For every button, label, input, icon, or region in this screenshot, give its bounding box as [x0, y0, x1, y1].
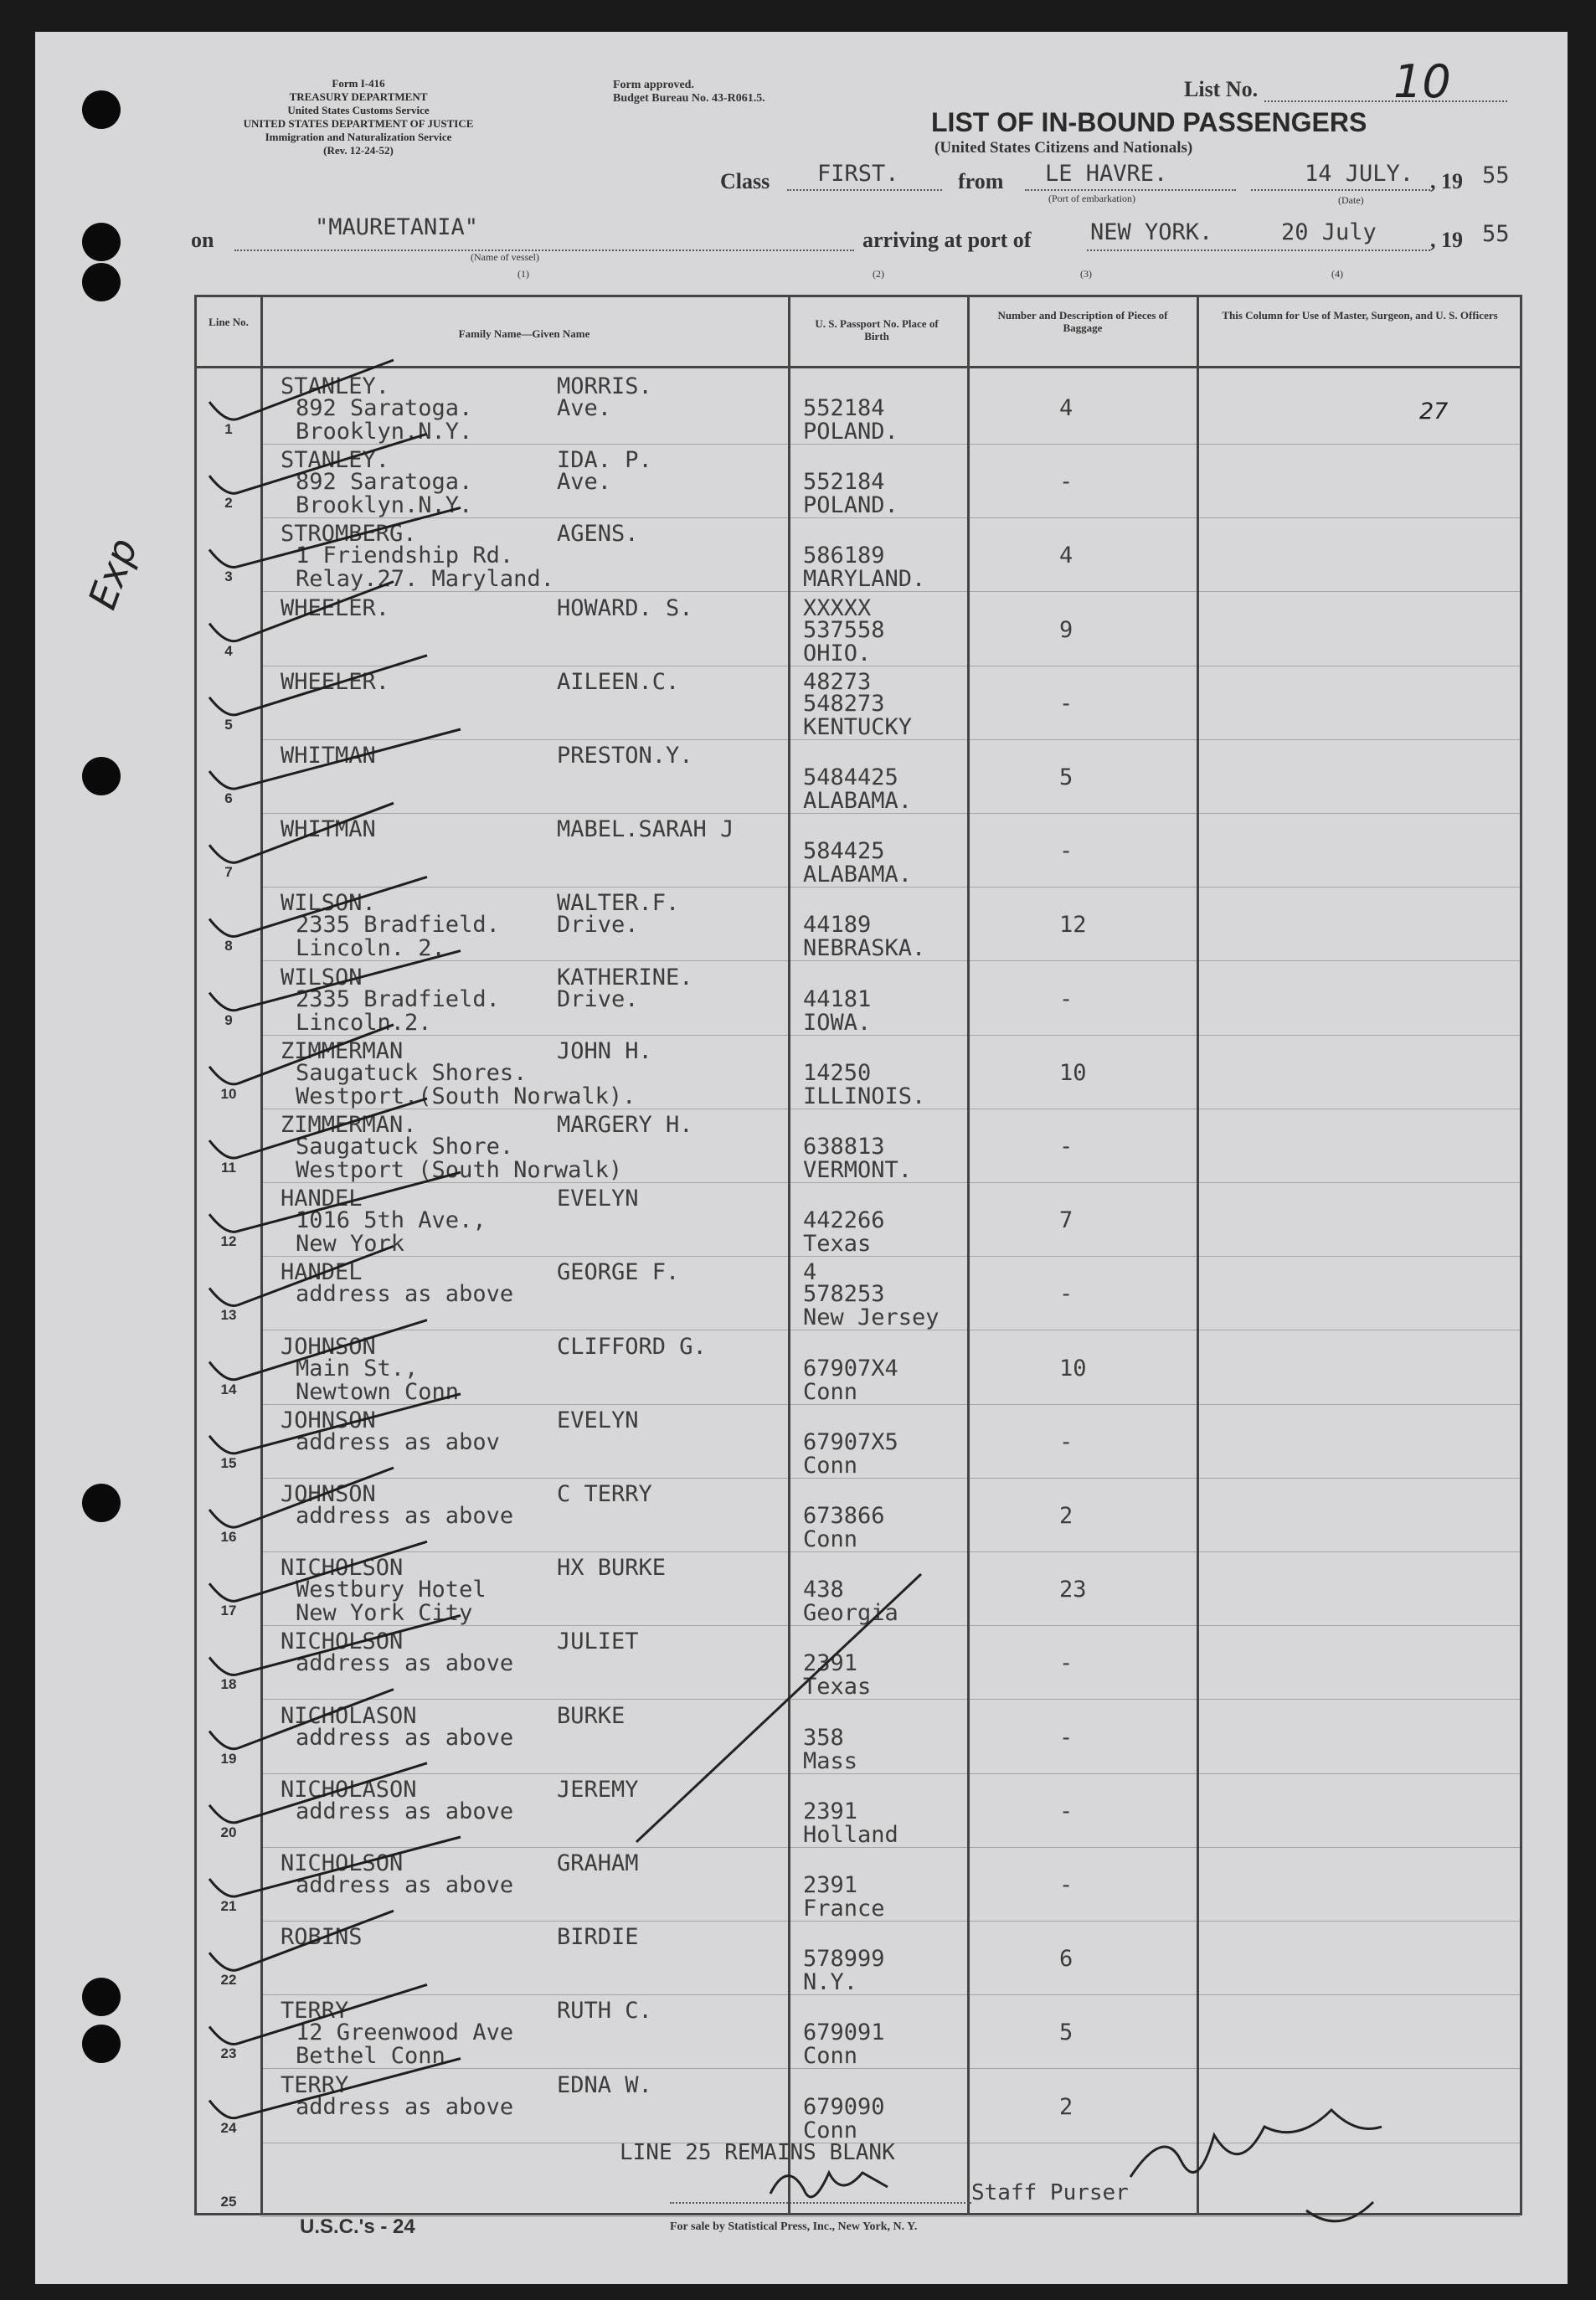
- passport-number: 578999: [803, 1946, 885, 1973]
- address-line-2: Brooklyn.N.Y.: [296, 419, 473, 445]
- baggage-count: -: [1059, 1281, 1073, 1308]
- baggage-count: 23: [1059, 1577, 1087, 1603]
- justice-dept: UNITED STATES DEPARTMENT OF JUSTICE: [243, 117, 474, 130]
- place-of-birth: MARYLAND.: [803, 566, 926, 593]
- address-line-1: address as above: [296, 1724, 514, 1751]
- binder-hole: [82, 2025, 121, 2063]
- baggage-count: 4: [1059, 543, 1073, 569]
- passport-number: 679090: [803, 2093, 885, 2120]
- address-line-1: address as above: [296, 1650, 514, 1677]
- given-name: MABEL.SARAH J: [557, 816, 734, 843]
- family-name: TERRY: [281, 2071, 349, 2098]
- line-number: 6: [224, 790, 233, 806]
- family-name: TERRY: [281, 1998, 349, 2025]
- table-row: [197, 371, 1520, 445]
- address-line-1: address as above: [296, 1872, 514, 1898]
- passport-number: 44181: [803, 985, 872, 1012]
- address-line-1: address as above: [296, 1503, 514, 1529]
- given-name: PRESTON.Y.: [557, 743, 693, 769]
- place-of-birth: OHIO.: [803, 640, 872, 666]
- binder-hole: [82, 90, 121, 129]
- customs-service: United States Customs Service: [287, 104, 430, 116]
- place-of-birth: Mass: [803, 1747, 858, 1774]
- table-row: [197, 740, 1520, 814]
- line-number: 15: [220, 1454, 237, 1471]
- line-number: 4: [224, 642, 233, 659]
- baggage-count: 4: [1059, 395, 1073, 421]
- address-line-2: New York: [296, 1231, 405, 1258]
- address-line-2: Relay.27. Maryland.: [296, 566, 554, 593]
- header-baggage: Number and Description of Pieces of Baggage: [997, 309, 1168, 334]
- place-of-birth: ILLINOIS.: [803, 1083, 926, 1109]
- passport-number: 442266: [803, 1207, 885, 1234]
- place-of-birth: Conn: [803, 1452, 858, 1479]
- table-row: [197, 1479, 1520, 1552]
- given-name: HOWARD. S.: [557, 594, 693, 621]
- passport-number: 552184: [803, 395, 885, 421]
- given-name: JULIET: [557, 1629, 639, 1655]
- passport-number: 2391: [803, 1798, 858, 1824]
- table-row: [197, 1774, 1520, 1848]
- address-line-1: 2335 Bradfield.: [296, 912, 500, 939]
- table-row: [197, 1848, 1520, 1922]
- family-name: NICHOLSON: [281, 1850, 404, 1876]
- place-of-birth: France: [803, 1896, 885, 1922]
- address-line-2: New York City: [296, 1600, 473, 1627]
- form-approval: [613, 79, 765, 105]
- baggage-count: -: [1059, 1872, 1073, 1898]
- departure-year: 55: [1482, 162, 1510, 188]
- binder-hole: [82, 1978, 121, 2016]
- baggage-count: -: [1059, 469, 1073, 496]
- baggage-count: 7: [1059, 1207, 1073, 1234]
- place-of-birth: ALABAMA.: [803, 788, 913, 814]
- port-embarkation-caption: (Port of embarkation): [1048, 193, 1135, 204]
- class-value: FIRST.: [817, 161, 899, 187]
- baggage-count: 2: [1059, 2093, 1073, 2120]
- family-name: WILSON.: [281, 890, 376, 917]
- officer-note: 27: [1419, 399, 1449, 424]
- address-line-1: Saugatuck Shore.: [296, 1134, 514, 1160]
- line-number: 8: [224, 938, 233, 954]
- passport-number: 578253: [803, 1281, 885, 1308]
- place-of-birth: Holland: [803, 1821, 898, 1848]
- address-line-1: address as above: [296, 1798, 514, 1824]
- line-number: 2: [224, 495, 233, 512]
- baggage-count: 10: [1059, 1059, 1087, 1086]
- passport-number: 358: [803, 1724, 844, 1751]
- address-line-1: address as above: [296, 1281, 514, 1308]
- baggage-count: -: [1059, 838, 1073, 865]
- table-row: [197, 1183, 1520, 1257]
- uscs-count: U.S.C.'s - 24: [300, 2215, 415, 2238]
- address-line-2: Lincoln. 2.: [296, 935, 445, 962]
- given-name: BURKE: [557, 1702, 626, 1729]
- port-of-embarkation: LE HAVRE.: [1045, 161, 1168, 187]
- family-name: STANLEY.: [281, 447, 390, 474]
- family-name: JOHNSON: [281, 1407, 376, 1433]
- baggage-count: -: [1059, 1798, 1073, 1824]
- passport-number: 638813: [803, 1134, 885, 1160]
- passport-correction: XXXXX: [803, 594, 872, 621]
- family-name: ZIMMERMAN: [281, 1037, 404, 1064]
- line-number: 21: [220, 1898, 237, 1914]
- passport-number: 67907X5: [803, 1428, 898, 1455]
- given-name: CLIFFORD G.: [557, 1333, 707, 1360]
- line-number: 23: [220, 2045, 237, 2062]
- baggage-count: -: [1059, 1134, 1073, 1160]
- address-line-1: 892 Saratoga.: [296, 469, 473, 496]
- place-of-birth: Conn: [803, 1378, 858, 1405]
- given-name: HX BURKE: [557, 1555, 667, 1582]
- place-of-birth: Conn: [803, 2043, 858, 2070]
- baggage-count: -: [1059, 985, 1073, 1012]
- given-name: MARGERY H.: [557, 1112, 693, 1138]
- family-name: ROBINS: [281, 1924, 363, 1951]
- address-line-2: Bethel Conn: [296, 2043, 445, 2070]
- family-name: WILSON: [281, 964, 363, 990]
- table-row: [197, 1257, 1520, 1330]
- given-name: MORRIS.: [557, 373, 652, 399]
- table-row: [197, 1552, 1520, 1626]
- printer-credit: For sale by Statistical Press, Inc., New York, N. Y.: [670, 2220, 918, 2233]
- table-row: [197, 1922, 1520, 1995]
- passport-number: 44189: [803, 912, 872, 939]
- immigration-service: Immigration and Naturalization Service: [265, 131, 452, 143]
- address-line-1b: Ave.: [557, 395, 612, 421]
- arrival-date: 20 July: [1281, 219, 1377, 245]
- header-passport: U. S. Passport No. Place of Birth: [815, 317, 939, 342]
- year-prefix-2: , 19: [1430, 228, 1463, 252]
- passport-number: 2391: [803, 1650, 858, 1677]
- from-label: from: [958, 169, 1004, 193]
- vessel-caption: (Name of vessel): [471, 251, 539, 263]
- address-line-1: 1 Friendship Rd.: [296, 543, 514, 569]
- departure-date: 14 JULY.: [1305, 161, 1414, 187]
- column-number-3: (3): [1080, 268, 1092, 280]
- baggage-count: 9: [1059, 616, 1073, 643]
- table-row: [197, 2070, 1520, 2143]
- table-row: [197, 666, 1520, 740]
- place-of-birth: POLAND.: [803, 492, 898, 519]
- address-line-2: Newtown Conn: [296, 1378, 460, 1405]
- passport-number: 552184: [803, 469, 885, 496]
- passport-correction: 48273: [803, 668, 872, 695]
- family-name: STROMBERG.: [281, 521, 417, 548]
- arrival-year: 55: [1482, 221, 1510, 247]
- column-number-4: (4): [1331, 268, 1343, 280]
- place-of-birth: IOWA.: [803, 1009, 872, 1036]
- binder-hole: [82, 757, 121, 795]
- line-number: 5: [224, 716, 233, 733]
- line-number: 7: [224, 864, 233, 881]
- line-number: 16: [220, 1529, 237, 1545]
- passport-number: 2391: [803, 1872, 858, 1898]
- table-row: [197, 445, 1520, 518]
- table-row: [197, 518, 1520, 592]
- line-number: 1: [224, 421, 233, 437]
- given-name: AILEEN.C.: [557, 668, 680, 695]
- column-number-2: (2): [873, 268, 884, 280]
- given-name: BIRDIE: [557, 1924, 639, 1951]
- form-revision: (Rev. 12-24-52): [323, 144, 394, 157]
- passport-number: 548273: [803, 690, 885, 717]
- family-name: JOHNSON: [281, 1333, 376, 1360]
- line-number: 25: [220, 2193, 237, 2210]
- address-line-1b: Ave.: [557, 469, 612, 496]
- family-name: HANDEL: [281, 1259, 363, 1286]
- given-name: AGENS.: [557, 521, 639, 548]
- passenger-table: [194, 295, 1522, 2215]
- line-number: 12: [220, 1233, 237, 1250]
- address-line-1: 12 Greenwood Ave: [296, 2020, 514, 2046]
- given-name: RUTH C.: [557, 1998, 652, 2025]
- list-no-value: 10: [1393, 55, 1451, 108]
- baggage-count: 10: [1059, 1355, 1087, 1382]
- line-25-blank-note: LINE 25 REMAINS BLANK: [620, 2140, 895, 2165]
- line-number: 17: [220, 1603, 237, 1619]
- address-line-2: Westport (South Norwalk): [296, 1157, 623, 1183]
- place-of-birth: Conn: [803, 2117, 858, 2143]
- line-number: 22: [220, 1972, 237, 1989]
- table-row: [197, 962, 1520, 1036]
- family-name: NICHOLASON: [281, 1702, 417, 1729]
- given-name: KATHERINE.: [557, 964, 693, 990]
- line-number: 11: [221, 1160, 236, 1176]
- passport-number: 673866: [803, 1503, 885, 1529]
- binder-hole: [82, 223, 121, 261]
- table-row: [197, 1109, 1520, 1183]
- given-name: EDNA W.: [557, 2071, 652, 2098]
- baggage-count: 12: [1059, 912, 1087, 939]
- staff-purser-label: Staff Purser: [971, 2180, 1129, 2205]
- passport-number: 14250: [803, 1059, 872, 1086]
- table-row: [197, 593, 1520, 666]
- line-number: 19: [220, 1750, 237, 1767]
- on-label: on: [191, 228, 214, 252]
- margin-note: Exp: [79, 532, 147, 615]
- line-number: 3: [224, 569, 233, 585]
- line-number: 9: [224, 1011, 233, 1028]
- table-row: [197, 1036, 1520, 1109]
- baggage-count: 5: [1059, 764, 1073, 790]
- address-line-1b: Drive.: [557, 912, 639, 939]
- line-number: 24: [220, 2119, 237, 2136]
- page-title: LIST OF IN-BOUND PASSENGERS: [931, 107, 1367, 137]
- address-line-2: Westport.(South Norwalk).: [296, 1083, 636, 1109]
- passport-number: 438: [803, 1577, 844, 1603]
- form-agency-block: [199, 77, 517, 157]
- given-name: C TERRY: [557, 1481, 652, 1507]
- given-name: EVELYN: [557, 1186, 639, 1212]
- baggage-count: 2: [1059, 1503, 1073, 1529]
- family-name: NICHOLASON: [281, 1776, 417, 1803]
- family-name: WHEELER.: [281, 668, 390, 695]
- year-prefix: , 19: [1430, 169, 1463, 193]
- family-name: WHEELER.: [281, 594, 390, 621]
- family-name: WHITMAN: [281, 743, 376, 769]
- header-line-no: Line No.: [209, 316, 249, 328]
- given-name: JEREMY: [557, 1776, 639, 1803]
- place-of-birth: New Jersey: [803, 1304, 940, 1331]
- place-of-birth: N.Y.: [803, 1969, 858, 1996]
- address-line-1: 2335 Bradfield.: [296, 985, 500, 1012]
- line-number: 10: [220, 1085, 237, 1102]
- baggage-count: -: [1059, 1724, 1073, 1751]
- passport-number: 5484425: [803, 764, 898, 790]
- baggage-count: -: [1059, 690, 1073, 717]
- form-approved-text: Form approved.: [613, 79, 694, 91]
- baggage-count: -: [1059, 1428, 1073, 1455]
- baggage-count: 5: [1059, 2020, 1073, 2046]
- address-line-1: Main St.,: [296, 1355, 419, 1382]
- passport-number: 67907X4: [803, 1355, 898, 1382]
- baggage-count: -: [1059, 1650, 1073, 1677]
- place-of-birth: POLAND.: [803, 419, 898, 445]
- treasury-dept: TREASURY DEPARTMENT: [289, 90, 428, 103]
- given-name: WALTER.F.: [557, 890, 680, 917]
- passport-number: 584425: [803, 838, 885, 865]
- place-of-birth: KENTUCKY: [803, 713, 913, 740]
- vessel-name: "MAURETANIA": [315, 214, 479, 240]
- given-name: GRAHAM: [557, 1850, 639, 1876]
- place-of-birth: Texas: [803, 1231, 872, 1258]
- line-number: 20: [220, 1824, 237, 1840]
- table-row: [197, 1626, 1520, 1700]
- address-line-1: address as above: [296, 2093, 514, 2120]
- port-of-arrival: NEW YORK.: [1090, 219, 1213, 245]
- place-of-birth: Texas: [803, 1674, 872, 1701]
- budget-bureau-text: Budget Bureau No. 43-R061.5.: [613, 92, 765, 105]
- table-row: [197, 814, 1520, 888]
- address-line-1: Saugatuck Shores.: [296, 1059, 528, 1086]
- address-line-1b: Drive.: [557, 985, 639, 1012]
- passport-number: 586189: [803, 543, 885, 569]
- family-name: JOHNSON: [281, 1481, 376, 1507]
- passport-correction: 4: [803, 1259, 817, 1286]
- address-line-2: Lincoln.2.: [296, 1009, 432, 1036]
- table-row: [197, 1701, 1520, 1774]
- column-number-1: (1): [517, 268, 529, 280]
- list-no-label: List No.: [1184, 77, 1259, 101]
- passport-number: 679091: [803, 2020, 885, 2046]
- place-of-birth: Georgia: [803, 1600, 898, 1627]
- line-number: 18: [220, 1676, 237, 1693]
- address-line-2: Brooklyn.N.Y.: [296, 492, 473, 519]
- line-number: 14: [220, 1381, 237, 1397]
- table-row: [197, 1331, 1520, 1405]
- table-row: [197, 888, 1520, 961]
- header-name: Family Name—Given Name: [458, 327, 590, 340]
- address-line-1: address as abov: [296, 1428, 500, 1455]
- family-name: WHITMAN: [281, 816, 376, 843]
- date-caption: (Date): [1338, 194, 1364, 206]
- given-name: JOHN H.: [557, 1037, 652, 1064]
- family-name: HANDEL: [281, 1186, 363, 1212]
- family-name: NICHOLSON: [281, 1555, 404, 1582]
- binder-hole: [82, 263, 121, 301]
- page-subtitle: (United States Citizens and Nationals): [934, 139, 1193, 157]
- family-name: NICHOLSON: [281, 1629, 404, 1655]
- header-officers: This Column for Use of Master, Surgeon, and U. S. Officers: [1222, 309, 1498, 322]
- place-of-birth: ALABAMA.: [803, 862, 913, 888]
- line-number: 13: [220, 1307, 237, 1324]
- address-line-1: 1016 5th Ave.,: [296, 1207, 487, 1234]
- family-name: ZIMMERMAN.: [281, 1112, 417, 1138]
- arriving-label: arriving at port of: [862, 228, 1032, 252]
- given-name: EVELYN: [557, 1407, 639, 1433]
- passport-number: 537558: [803, 616, 885, 643]
- place-of-birth: VERMONT.: [803, 1157, 913, 1183]
- binder-hole: [82, 1484, 121, 1522]
- table-row: [197, 1995, 1520, 2069]
- place-of-birth: Conn: [803, 1526, 858, 1552]
- form-number: Form I-416: [332, 77, 385, 90]
- address-line-1: 892 Saratoga.: [296, 395, 473, 421]
- baggage-count: 6: [1059, 1946, 1073, 1973]
- address-line-1: Westbury Hotel: [296, 1577, 487, 1603]
- class-label: Class: [720, 169, 770, 193]
- family-name: STANLEY.: [281, 373, 390, 399]
- place-of-birth: NEBRASKA.: [803, 935, 926, 962]
- given-name: IDA. P.: [557, 447, 652, 474]
- table-row: [197, 1405, 1520, 1479]
- given-name: GEORGE F.: [557, 1259, 680, 1286]
